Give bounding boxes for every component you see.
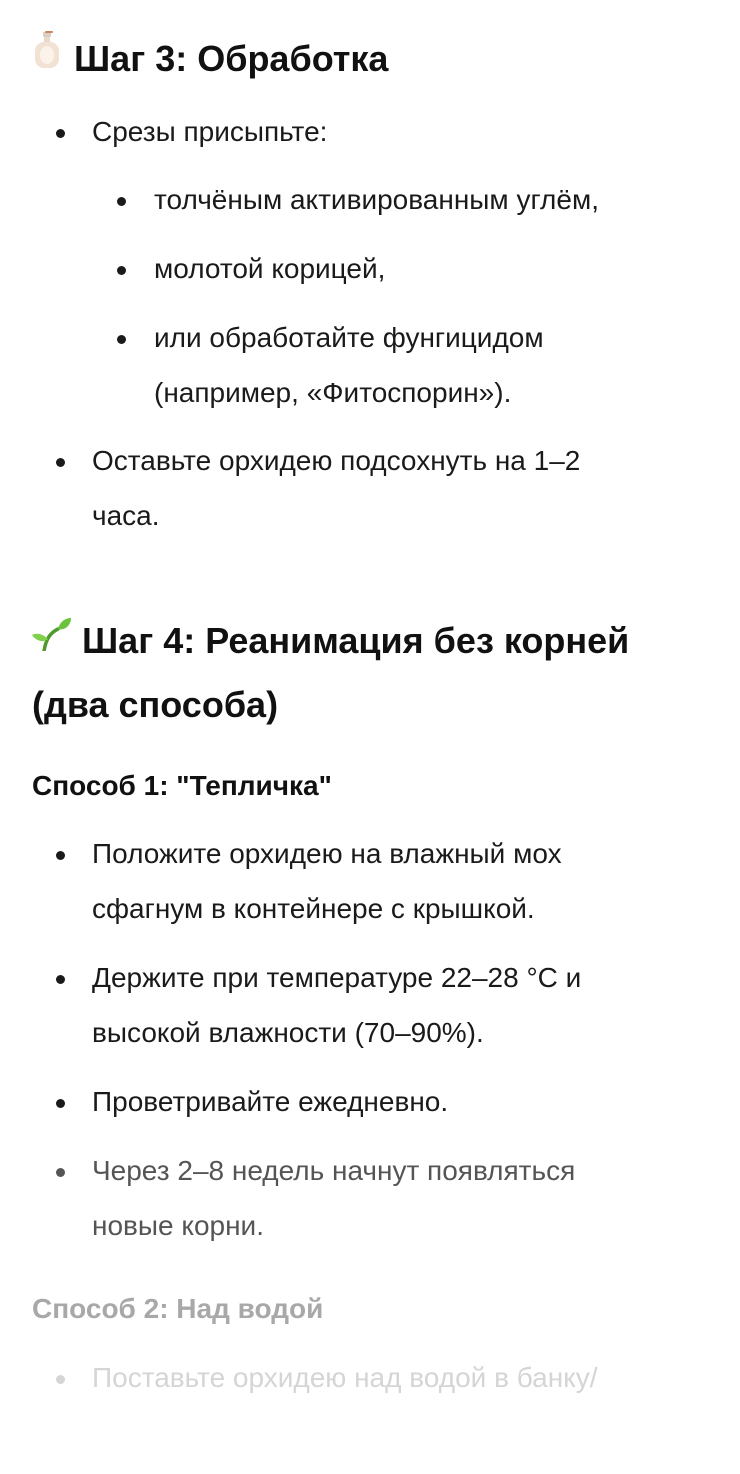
step3-heading <box>32 28 732 92</box>
method1-heading: Способ 1: "Тепличка" <box>32 770 332 801</box>
seedling-icon <box>32 608 72 670</box>
sub-list <box>0 172 700 420</box>
bullet-dot <box>56 129 65 138</box>
method1-list <box>0 826 740 1253</box>
list-item-text: Проветривайте ежедневно. <box>92 1086 449 1117</box>
step3-list <box>0 104 700 543</box>
bullet-dot <box>56 975 65 984</box>
method2-heading: Способ 2: Над водой <box>32 1293 324 1324</box>
list-item-text: Через 2–8 недель начнут появляться новые корни. <box>92 1155 576 1241</box>
list-item <box>0 433 700 543</box>
list-item <box>0 310 700 420</box>
list-item-text: Оставьте орхидею подсохнуть на 1–2 часа. <box>92 445 581 531</box>
list-item-text: Держите при температуре 22–28 °C и высокой влажности (70–90%). <box>92 962 582 1048</box>
step4-heading <box>32 610 712 736</box>
list-item <box>0 1350 740 1405</box>
list-item <box>0 172 700 227</box>
lotion-bottle-icon <box>32 26 62 88</box>
bullet-dot <box>56 1099 65 1108</box>
method2-list <box>0 1350 740 1405</box>
bullet-dot <box>117 335 126 344</box>
bullet-dot <box>56 458 65 467</box>
list-item <box>0 241 700 296</box>
list-item <box>0 950 740 1060</box>
list-item-text: молотой корицей, <box>154 253 386 284</box>
bullet-dot <box>56 1375 65 1384</box>
bullet-dot <box>56 1168 65 1177</box>
list-item-text: Срезы присыпьте: <box>92 116 328 147</box>
sub-list-wrapper <box>0 172 700 420</box>
list-item-text: толчёным активированным углём, <box>154 184 599 215</box>
bullet-dot <box>117 197 126 206</box>
bullet-dot <box>56 851 65 860</box>
bullet-dot <box>117 266 126 275</box>
list-item-text: Поставьте орхидею над водой в банку/ <box>92 1362 598 1393</box>
step4-title: Шаг 4: Реанимация без корней (два способа) <box>32 620 630 726</box>
list-item-text: Положите орхидею на влажный мох сфагнум в контейнере с крышкой. <box>92 838 562 924</box>
step3-title: Шаг 3: Обработка <box>74 38 389 79</box>
list-item-text: или обработайте фунгицидом (например, «Фитоспорин»). <box>154 322 544 408</box>
list-item <box>0 826 740 936</box>
list-item <box>0 1143 740 1253</box>
list-item <box>0 1074 740 1129</box>
list-item <box>0 104 700 159</box>
